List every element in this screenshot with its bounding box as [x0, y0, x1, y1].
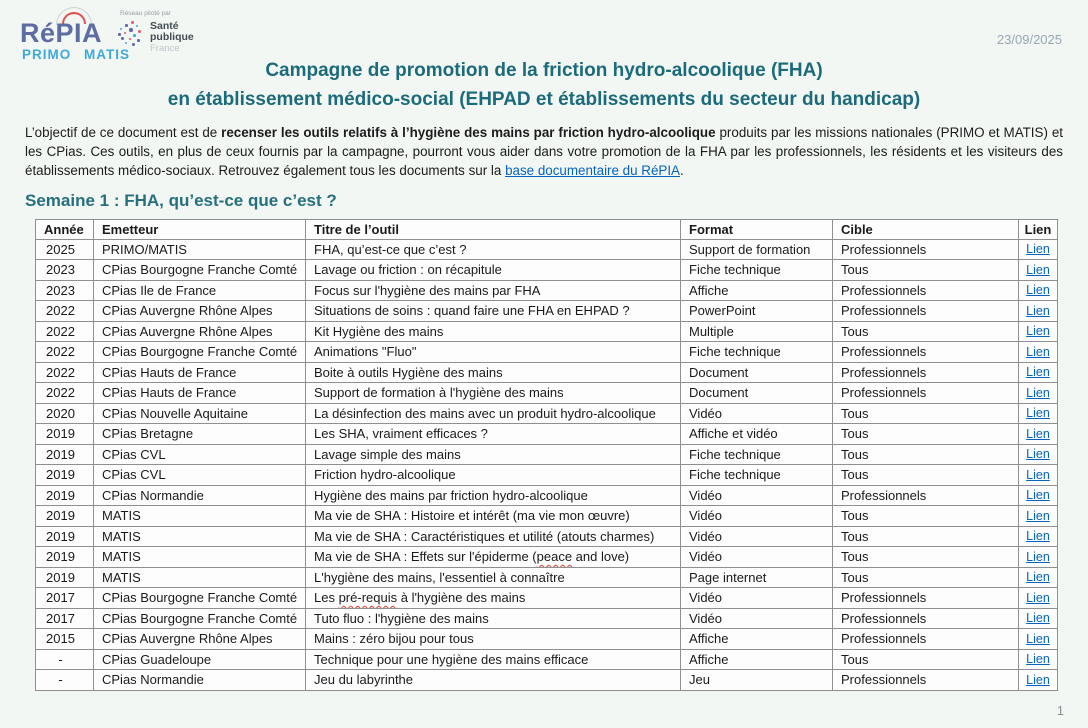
cell-titre: Boite à outils Hygiène des mains: [306, 362, 681, 383]
cell-emetteur: CPias Auvergne Rhône Alpes: [94, 301, 306, 322]
cell-format: Fiche technique: [681, 444, 833, 465]
cell-emetteur: CPias Bourgogne Franche Comté: [94, 342, 306, 363]
tool-link[interactable]: Lien: [1026, 529, 1050, 543]
tool-link[interactable]: Lien: [1026, 242, 1050, 256]
cell-format: Affiche et vidéo: [681, 424, 833, 445]
cell-cible: Professionnels: [833, 608, 1019, 629]
table-header-row: [36, 220, 1058, 240]
tool-link[interactable]: Lien: [1026, 631, 1050, 646]
cell-cible: Tous: [833, 506, 1019, 527]
cell-cible: Professionnels: [833, 362, 1019, 383]
cell-cible: Tous: [833, 444, 1019, 465]
table-row: [36, 239, 1058, 260]
cell-annee: -: [36, 649, 94, 670]
tool-link[interactable]: Lien: [1026, 672, 1050, 687]
page-title: [0, 56, 1088, 114]
cell-titre: Animations "Fluo": [306, 342, 681, 363]
repia-logo-text: RéPIA: [20, 18, 103, 48]
cell-format: Affiche: [681, 649, 833, 670]
cell-lien: [1019, 321, 1058, 342]
table-row: [36, 321, 1058, 342]
cell-lien: [1019, 342, 1058, 363]
cell-emetteur: CPias Hauts de France: [94, 362, 306, 383]
cell-cible: Tous: [833, 424, 1019, 445]
cell-titre: Kit Hygiène des mains: [306, 321, 681, 342]
cell-emetteur: CPias Hauts de France: [94, 383, 306, 404]
spf-line3: France: [150, 43, 180, 54]
tool-link[interactable]: Lien: [1026, 426, 1050, 441]
tool-link[interactable]: Lien: [1026, 344, 1050, 359]
cell-titre: Jeu du labyrinthe: [306, 670, 681, 691]
misspelled-word: pré-requis: [338, 590, 398, 605]
cell-lien: [1019, 670, 1058, 691]
cell-emetteur: CPias Bourgogne Franche Comté: [94, 608, 306, 629]
tool-link[interactable]: Lien: [1026, 447, 1050, 461]
cell-emetteur: MATIS: [94, 526, 306, 547]
cell-lien: [1019, 260, 1058, 281]
repia-logo: [20, 8, 210, 60]
cell-format: Affiche: [681, 280, 833, 301]
document-date: 23/09/2025: [996, 32, 1062, 47]
cell-lien: [1019, 301, 1058, 322]
cell-annee: 2019: [36, 547, 94, 568]
cell-annee: 2017: [36, 588, 94, 609]
cell-emetteur: CPias CVL: [94, 465, 306, 486]
cell-cible: Professionnels: [833, 301, 1019, 322]
cell-lien: [1019, 444, 1058, 465]
table-row: [36, 506, 1058, 527]
cell-titre: L'hygiène des mains, l'essentiel à connaître: [306, 567, 681, 588]
cell-titre: Mains : zéro bijou pour tous: [306, 629, 681, 650]
cell-format: Fiche technique: [681, 465, 833, 486]
table-row: [36, 465, 1058, 486]
page-title-line1: Campagne de promotion de la friction hydro-alcoolique (FHA): [265, 60, 823, 81]
cell-format: Vidéo: [681, 506, 833, 527]
cell-format: Fiche technique: [681, 342, 833, 363]
cell-titre: Focus sur l'hygiène des mains par FHA: [306, 280, 681, 301]
tool-link[interactable]: Lien: [1026, 406, 1050, 420]
tool-link[interactable]: Lien: [1026, 488, 1050, 502]
cell-cible: Professionnels: [833, 629, 1019, 650]
cell-cible: Professionnels: [833, 588, 1019, 609]
cell-cible: Tous: [833, 567, 1019, 588]
table-row: [36, 526, 1058, 547]
cell-annee: 2019: [36, 567, 94, 588]
cell-emetteur: CPias Nouvelle Aquitaine: [94, 403, 306, 424]
cell-annee: 2019: [36, 526, 94, 547]
cell-titre: Ma vie de SHA : Effets sur l'épiderme (peace and love): [306, 547, 681, 568]
cell-cible: Professionnels: [833, 485, 1019, 506]
cell-lien: [1019, 424, 1058, 445]
intro-paragraph: [25, 123, 1063, 180]
sante-publique-france-logo: [150, 21, 194, 54]
cell-lien: [1019, 547, 1058, 568]
cell-format: Vidéo: [681, 526, 833, 547]
cell-titre: Support de formation à l'hygiène des mains: [306, 383, 681, 404]
header-cible: Cible: [833, 220, 1019, 240]
cell-format: PowerPoint: [681, 301, 833, 322]
cell-cible: Tous: [833, 547, 1019, 568]
header-annee: Année: [36, 220, 94, 240]
cell-lien: [1019, 465, 1058, 486]
cell-emetteur: CPias Normandie: [94, 485, 306, 506]
tool-link[interactable]: Lien: [1026, 570, 1050, 584]
table-row: [36, 362, 1058, 383]
misspelled-word: peace: [536, 549, 573, 564]
cell-lien: [1019, 608, 1058, 629]
cell-annee: 2022: [36, 321, 94, 342]
primo-logo-text: PRIMO: [22, 47, 72, 62]
cell-lien: [1019, 567, 1058, 588]
cell-annee: 2023: [36, 280, 94, 301]
table-row: [36, 301, 1058, 322]
cell-emetteur: CPias Normandie: [94, 670, 306, 691]
table-row: [36, 342, 1058, 363]
cell-annee: 2022: [36, 301, 94, 322]
cell-annee: 2019: [36, 465, 94, 486]
intro-text-bold: recenser les outils relatifs à l’hygiène des mains par friction hydro-alcoolique: [221, 125, 716, 140]
cell-lien: [1019, 362, 1058, 383]
table-body: [36, 239, 1058, 690]
cell-cible: Professionnels: [833, 280, 1019, 301]
cell-titre: Situations de soins : quand faire une FHA en EHPAD ?: [306, 301, 681, 322]
tool-link[interactable]: Lien: [1026, 324, 1050, 338]
spf-dots-icon: [118, 21, 144, 49]
cell-format: Document: [681, 383, 833, 404]
cell-format: Vidéo: [681, 547, 833, 568]
table-row: [36, 424, 1058, 445]
header-lien: Lien: [1019, 220, 1058, 240]
cell-titre: Lavage ou friction : on récapitule: [306, 260, 681, 281]
tool-link[interactable]: Lien: [1026, 549, 1050, 564]
cell-lien: [1019, 239, 1058, 260]
cell-format: Multiple: [681, 321, 833, 342]
cell-titre: Les pré-requis à l'hygiène des mains: [306, 588, 681, 609]
cell-lien: [1019, 485, 1058, 506]
cell-annee: 2019: [36, 444, 94, 465]
cell-lien: [1019, 383, 1058, 404]
cell-cible: Tous: [833, 649, 1019, 670]
tool-link[interactable]: Lien: [1026, 508, 1050, 523]
cell-lien: [1019, 506, 1058, 527]
spf-line2: publique: [150, 31, 194, 43]
header-emetteur: Emetteur: [94, 220, 306, 240]
cell-cible: Tous: [833, 321, 1019, 342]
cell-cible: Professionnels: [833, 670, 1019, 691]
cell-annee: 2020: [36, 403, 94, 424]
table-row: [36, 608, 1058, 629]
cell-annee: 2022: [36, 383, 94, 404]
cell-emetteur: CPias Bourgogne Franche Comté: [94, 588, 306, 609]
tool-link[interactable]: Lien: [1026, 467, 1050, 482]
repia-database-link[interactable]: base documentaire du RéPIA: [505, 163, 680, 178]
table-row: [36, 260, 1058, 281]
cell-titre: Technique pour une hygiène des mains efficace: [306, 649, 681, 670]
table-row: [36, 403, 1058, 424]
cell-lien: [1019, 649, 1058, 670]
cell-cible: Tous: [833, 403, 1019, 424]
cell-format: Fiche technique: [681, 260, 833, 281]
cell-lien: [1019, 629, 1058, 650]
cell-emetteur: MATIS: [94, 506, 306, 527]
cell-titre: Ma vie de SHA : Histoire et intérêt (ma vie mon œuvre): [306, 506, 681, 527]
cell-emetteur: CPias Auvergne Rhône Alpes: [94, 629, 306, 650]
tool-link[interactable]: Lien: [1026, 365, 1050, 379]
cell-format: Vidéo: [681, 485, 833, 506]
tool-link[interactable]: Lien: [1026, 652, 1050, 666]
tool-link[interactable]: Lien: [1026, 303, 1050, 318]
matis-logo-text: MATIS: [84, 47, 130, 62]
table-row: [36, 280, 1058, 301]
tool-link[interactable]: Lien: [1026, 611, 1050, 625]
cell-annee: 2017: [36, 608, 94, 629]
cell-annee: 2015: [36, 629, 94, 650]
cell-titre: Les SHA, vraiment efficaces ?: [306, 424, 681, 445]
table-row: [36, 567, 1058, 588]
cell-emetteur: PRIMO/MATIS: [94, 239, 306, 260]
cell-titre: Tuto fluo : l'hygiène des mains: [306, 608, 681, 629]
cell-annee: 2022: [36, 362, 94, 383]
cell-cible: Tous: [833, 260, 1019, 281]
intro-text-middle: produits par les missions nationales (PRIMO et MATIS) et les CPias. Ces outils, en plus de ceux fournis par la campagne, pourront vous aider dans votre promotion de la FHA par les professionnels, les résidents et les visiteurs des établissements médico-sociaux. Retrouvez également tous les documents sur la: [25, 125, 1063, 178]
page-number: 1: [1056, 703, 1064, 718]
cell-titre: Friction hydro-alcoolique: [306, 465, 681, 486]
table-row: [36, 629, 1058, 650]
cell-emetteur: CPias Ile de France: [94, 280, 306, 301]
cell-emetteur: CPias Bourgogne Franche Comté: [94, 260, 306, 281]
cell-lien: [1019, 526, 1058, 547]
table-row: [36, 547, 1058, 568]
cell-titre: La désinfection des mains avec un produit hydro-alcoolique: [306, 403, 681, 424]
cell-annee: 2019: [36, 485, 94, 506]
header-titre: Titre de l’outil: [306, 220, 681, 240]
cell-format: Document: [681, 362, 833, 383]
cell-format: Affiche: [681, 629, 833, 650]
cell-lien: [1019, 403, 1058, 424]
intro-text-end: .: [680, 163, 684, 178]
cell-annee: 2023: [36, 260, 94, 281]
cell-format: Page internet: [681, 567, 833, 588]
table-row: [36, 670, 1058, 691]
cell-emetteur: CPias Guadeloupe: [94, 649, 306, 670]
cell-format: Support de formation: [681, 239, 833, 260]
tool-link[interactable]: Lien: [1026, 283, 1050, 297]
table-row: [36, 485, 1058, 506]
cell-cible: Tous: [833, 526, 1019, 547]
cell-emetteur: CPias CVL: [94, 444, 306, 465]
cell-titre: Ma vie de SHA : Caractéristiques et utilité (atouts charmes): [306, 526, 681, 547]
cell-annee: 2025: [36, 239, 94, 260]
cell-titre: Hygiène des mains par friction hydro-alcoolique: [306, 485, 681, 506]
intro-text-start: L’objectif de ce document est de: [25, 125, 222, 140]
table-row: [36, 588, 1058, 609]
tool-link[interactable]: Lien: [1026, 385, 1050, 400]
cell-cible: Professionnels: [833, 239, 1019, 260]
cell-emetteur: MATIS: [94, 567, 306, 588]
tool-link[interactable]: Lien: [1026, 590, 1050, 605]
tool-link[interactable]: Lien: [1026, 262, 1050, 277]
table-row: [36, 383, 1058, 404]
cell-annee: 2019: [36, 424, 94, 445]
cell-cible: Professionnels: [833, 383, 1019, 404]
cell-cible: Professionnels: [833, 342, 1019, 363]
cell-annee: -: [36, 670, 94, 691]
logo-caption: Réseau piloté par: [120, 10, 171, 17]
cell-annee: 2019: [36, 506, 94, 527]
header-format: Format: [681, 220, 833, 240]
table-row: [36, 444, 1058, 465]
cell-format: Jeu: [681, 670, 833, 691]
table-row: [36, 649, 1058, 670]
section-title-semaine-1: Semaine 1 : FHA, qu’est-ce que c’est ?: [25, 191, 337, 210]
page-title-line2: en établissement médico-social (EHPAD et établissements du secteur du handicap): [167, 89, 921, 110]
document-header: [0, 0, 1088, 62]
cell-titre: FHA, qu’est-ce que c’est ?: [306, 239, 681, 260]
cell-titre: Lavage simple des mains: [306, 444, 681, 465]
cell-emetteur: CPias Bretagne: [94, 424, 306, 445]
cell-emetteur: CPias Auvergne Rhône Alpes: [94, 321, 306, 342]
cell-format: Vidéo: [681, 403, 833, 424]
cell-annee: 2022: [36, 342, 94, 363]
cell-format: Vidéo: [681, 588, 833, 609]
cell-emetteur: MATIS: [94, 547, 306, 568]
tools-table: [35, 219, 1058, 691]
cell-lien: [1019, 588, 1058, 609]
spf-line1: Santé: [150, 20, 179, 32]
cell-format: Vidéo: [681, 608, 833, 629]
cell-cible: Tous: [833, 465, 1019, 486]
cell-lien: [1019, 280, 1058, 301]
